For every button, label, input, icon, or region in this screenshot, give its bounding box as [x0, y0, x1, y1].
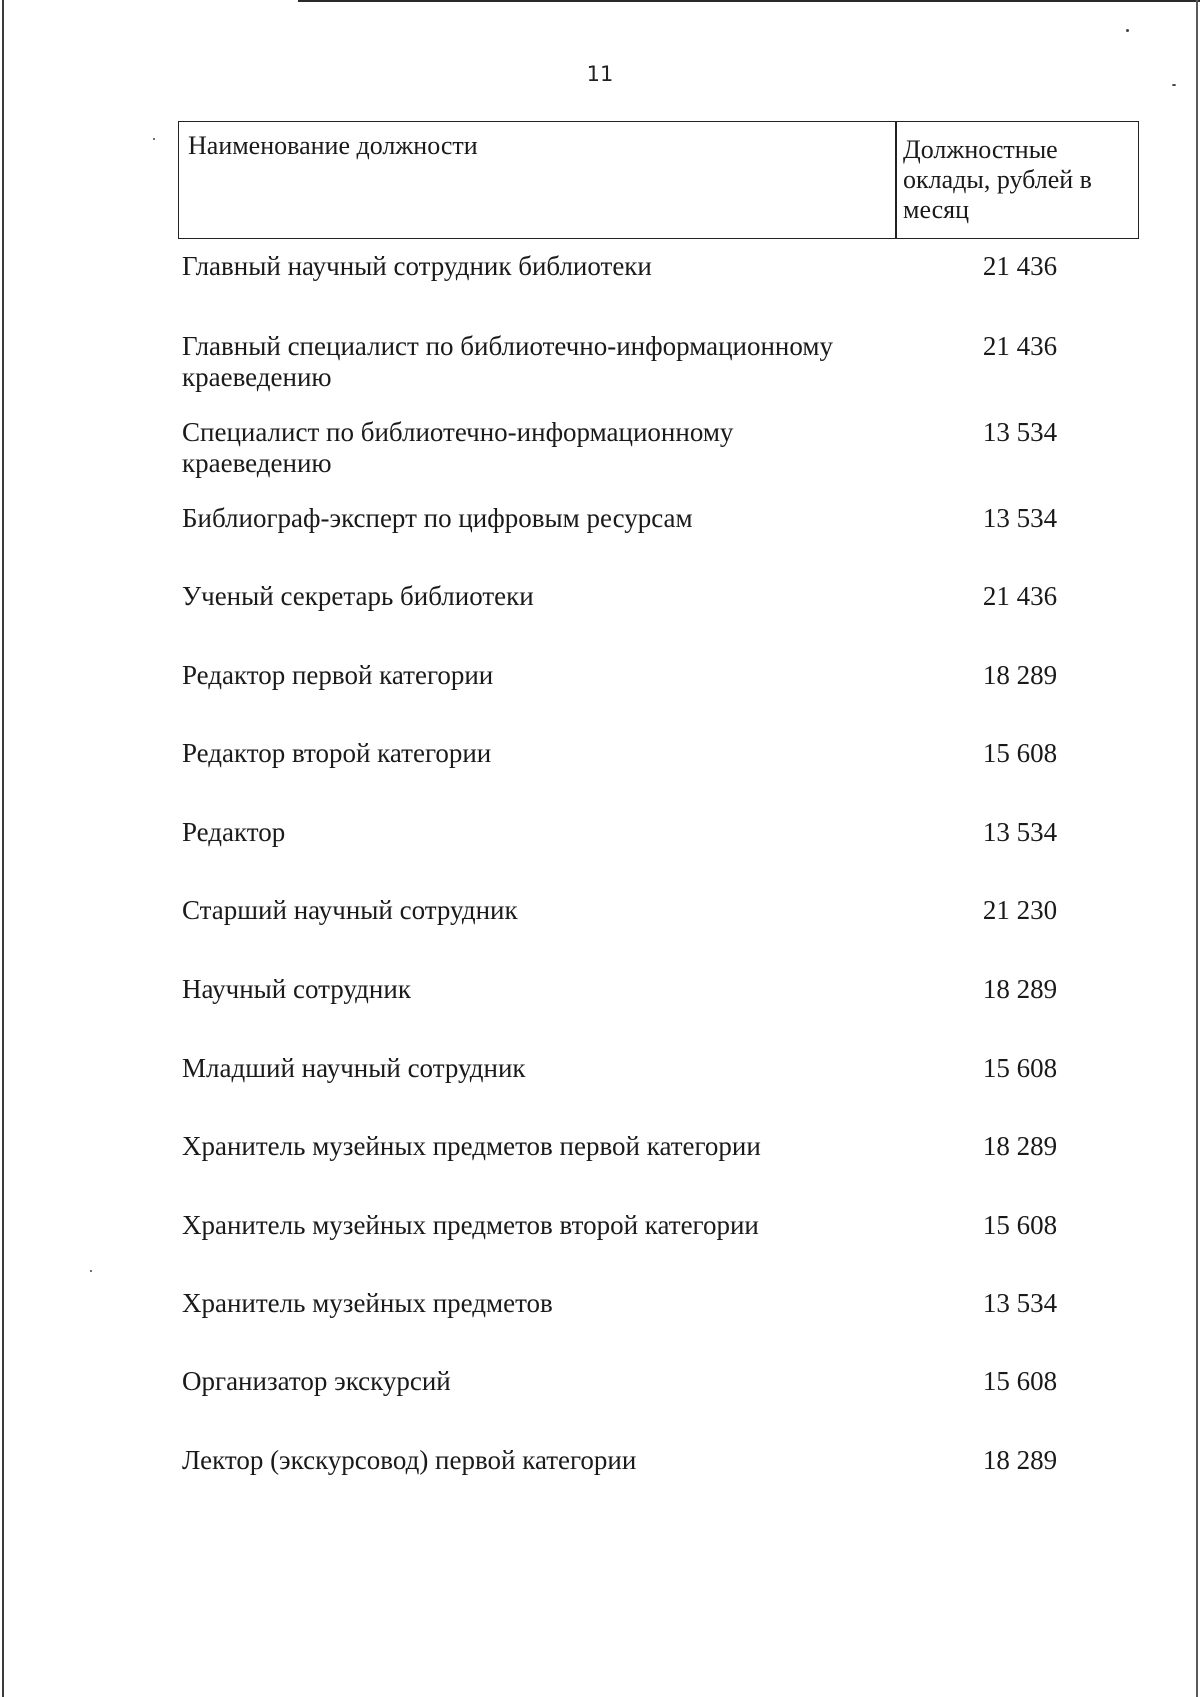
scan-speck: [1126, 29, 1129, 32]
position-title: Хранитель музейных предметов: [182, 1288, 553, 1318]
salary-value: 18 289: [982, 1445, 1058, 1475]
salary-value: 18 289: [982, 660, 1058, 690]
salary-value: 18 289: [982, 974, 1058, 1004]
salary-value: 13 534: [982, 503, 1058, 533]
position-title: Главный специалист по библиотечно-информационному краеведению: [182, 331, 833, 392]
position-title: Редактор: [182, 817, 286, 847]
salary-value: 13 534: [982, 1288, 1058, 1318]
position-title: Младший научный сотрудник: [182, 1053, 526, 1083]
position-title: Хранитель музейных предметов первой категории: [182, 1131, 761, 1161]
salary-value: 15 608: [982, 1053, 1058, 1083]
salary-value: 15 608: [982, 738, 1058, 768]
salary-value: 15 608: [982, 1210, 1058, 1240]
scan-border-top: [298, 0, 1200, 2]
position-title: Ученый секретарь библиотеки: [182, 581, 534, 611]
position-title: Научный сотрудник: [182, 974, 411, 1004]
scan-border-right: [1196, 0, 1198, 1697]
salary-value: 21 436: [982, 331, 1058, 361]
salary-value: 21 230: [982, 895, 1058, 925]
position-title: Старший научный сотрудник: [182, 895, 518, 925]
position-title: Специалист по библиотечно-информационному краеведению: [182, 417, 734, 478]
salary-value: 21 436: [982, 251, 1058, 281]
position-title: Библиограф-эксперт по цифровым ресурсам: [182, 503, 693, 533]
scan-speck: [90, 1270, 92, 1272]
salary-value: 13 534: [982, 417, 1058, 447]
header-salary-label: Должностные оклады, рублей в месяц: [903, 135, 1092, 224]
header-column-divider: [895, 122, 897, 238]
scan-speck: [153, 138, 155, 140]
salary-value: 15 608: [982, 1366, 1058, 1396]
position-title: Редактор первой категории: [182, 660, 494, 690]
scan-border-left: [2, 0, 4, 1697]
page-number: 11: [586, 62, 614, 86]
salary-value: 18 289: [982, 1131, 1058, 1161]
table-header: [178, 121, 1139, 239]
position-title: Лектор (экскурсовод) первой категории: [182, 1445, 637, 1475]
position-title: Главный научный сотрудник библиотеки: [182, 251, 652, 281]
salary-value: 21 436: [982, 581, 1058, 611]
position-title: Хранитель музейных предметов второй категории: [182, 1210, 759, 1240]
salary-value: 13 534: [982, 817, 1058, 847]
position-title: Редактор второй категории: [182, 738, 492, 768]
header-position-label: Наименование должности: [188, 131, 478, 160]
position-title: Организатор экскурсий: [182, 1366, 451, 1396]
scan-speck: [1172, 84, 1176, 86]
